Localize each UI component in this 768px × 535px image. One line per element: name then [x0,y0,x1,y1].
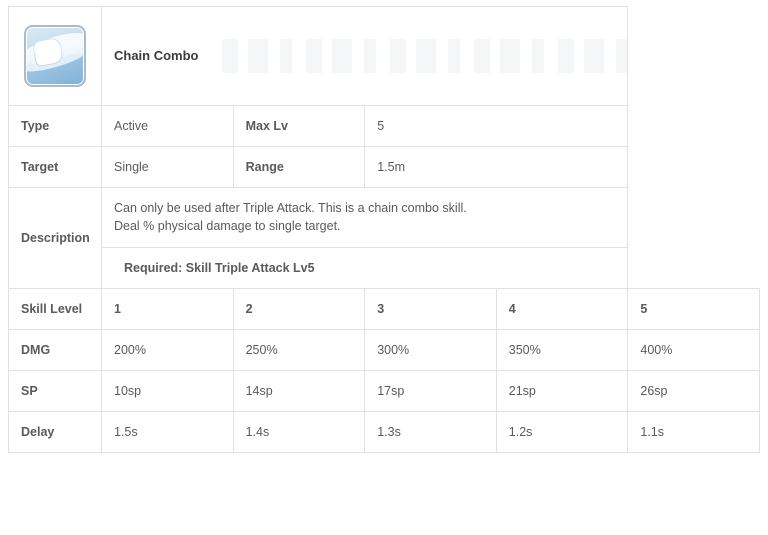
skill-level-col-4: 4 [496,288,628,329]
icon-gloss [26,27,84,54]
sp-label: SP [9,370,102,411]
sp-value-3: 17sp [365,370,497,411]
max-lv-value: 5 [365,106,628,147]
dmg-value-5: 400% [628,329,760,370]
skill-level-label: Skill Level [9,288,102,329]
max-lv-label: Max Lv [233,106,365,147]
type-label: Type [9,106,102,147]
skill-level-col-1: 1 [102,288,234,329]
sp-value-2: 14sp [233,370,365,411]
delay-value-2: 1.4s [233,412,365,453]
delay-value-5: 1.1s [628,412,760,453]
dmg-value-3: 300% [365,329,497,370]
dmg-label: DMG [9,329,102,370]
description-row [9,188,760,247]
range-label: Range [233,147,365,188]
skill-requirement: Required: Skill Triple Attack Lv5 [102,247,628,288]
skill-title-cell [102,7,628,106]
delay-value-3: 1.3s [365,412,497,453]
decorative-text-band [222,39,627,73]
skill-info-table [8,6,760,453]
type-row [9,106,760,147]
delay-value-1: 1.5s [102,412,234,453]
skill-name: Chain Combo [114,47,199,63]
skill-icon-cell [9,7,102,106]
dmg-value-1: 200% [102,329,234,370]
description-line-1: Can only be used after Triple Attack. This is a chain combo skill. [114,201,467,216]
dmg-value-2: 250% [233,329,365,370]
type-value: Active [102,106,234,147]
delay-value-4: 1.2s [496,412,628,453]
range-value: 1.5m [365,147,628,188]
sp-value-1: 10sp [102,370,234,411]
delay-label: Delay [9,412,102,453]
skill-level-col-2: 2 [233,288,365,329]
skill-level-col-3: 3 [365,288,497,329]
skill-level-col-5: 5 [628,288,760,329]
skill-level-header-row [9,288,760,329]
description-line-2: Deal % physical damage to single target. [114,219,341,234]
table-row [9,412,760,453]
dmg-value-4: 350% [496,329,628,370]
target-row [9,147,760,188]
chain-combo-skill-icon [24,25,86,87]
skill-header-row [9,7,760,106]
description-label: Description [9,188,102,288]
target-label: Target [9,147,102,188]
table-row [9,329,760,370]
target-value: Single [102,147,234,188]
requirement-row [9,247,760,288]
sp-value-4: 21sp [496,370,628,411]
sp-value-5: 26sp [628,370,760,411]
description-value [102,188,628,247]
table-row [9,370,760,411]
